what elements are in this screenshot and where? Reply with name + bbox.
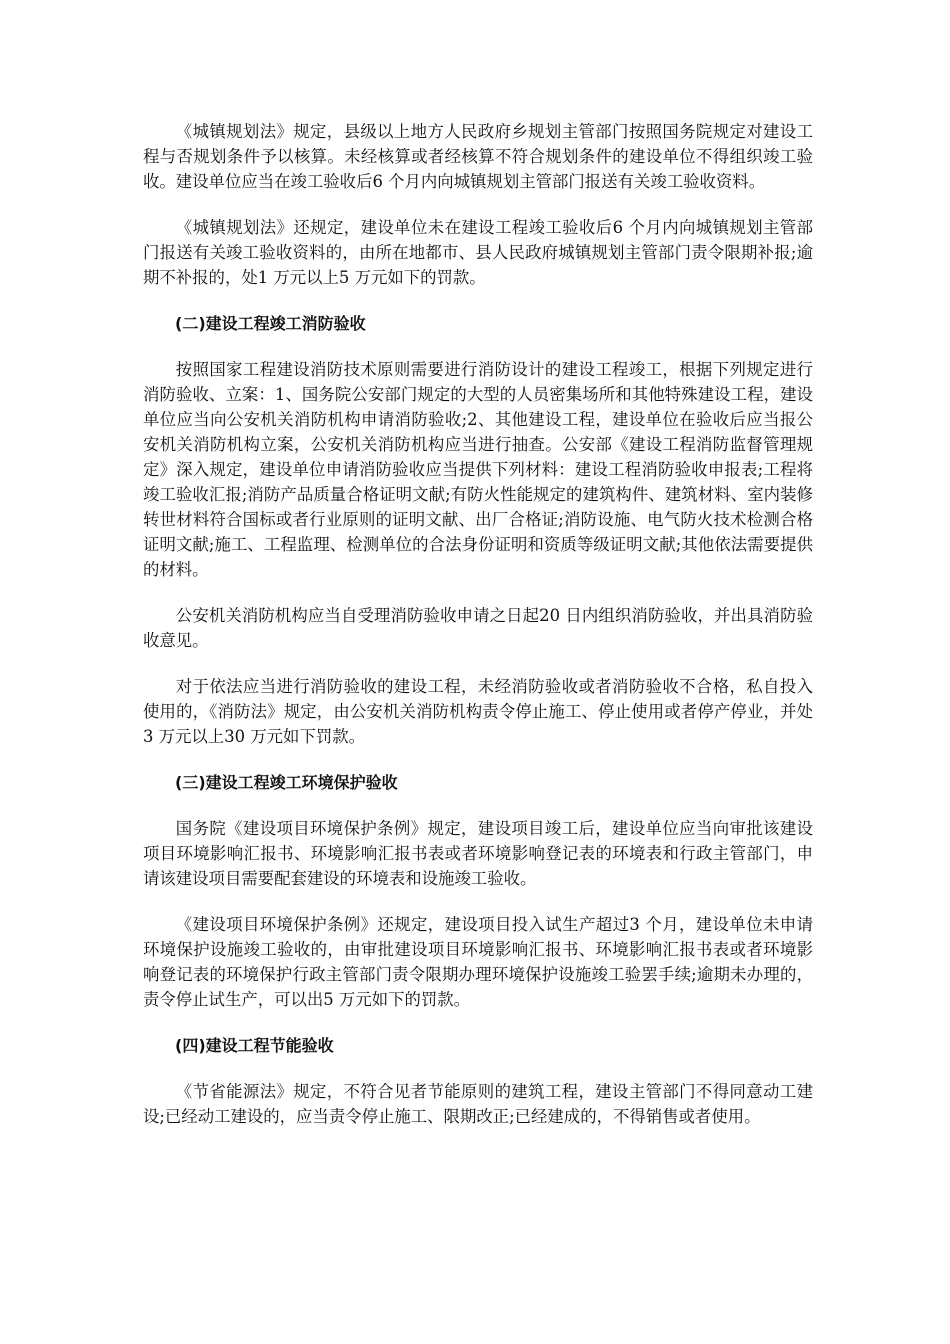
paragraph-environment-application: 国务院《建设项目环境保护条例》规定，建设项目竣工后，建设单位应当向审批该建设项目环境影响汇报书、环境影响汇报书表或者环境影响登记表的环境表和行政主管部门，申请该建设项目需要配套建设的环境表和设施竣工验收。 (143, 819, 813, 888)
section-heading-energy-acceptance: (四)建设工程节能验收 (175, 1036, 334, 1055)
paragraph-fire-penalty: 对于依法应当进行消防验收的建设工程，未经消防验收或者消防验收不合格，私自投入使用的，《消防法》规定，由公安机关消防机构责令停止施工、停止使用或者停产停业，并处3 万元以上30 万元如下罚款。 (143, 677, 813, 746)
paragraph-fire-deadline: 公安机关消防机构应当自受理消防验收申请之日起20 日内组织消防验收，并出具消防验收意见。 (143, 606, 813, 650)
paragraph-planning-penalty: 《城镇规划法》还规定，建设单位未在建设工程竣工验收后6 个月内向城镇规划主管部门报送有关竣工验收资料的，由所在地都市、县人民政府城镇规划主管部门责令限期补报;逾期不补报的，处1 万元以上5 万元如下的罚款。 (143, 218, 813, 287)
paragraph-energy-law: 《节省能源法》规定，不符合见者节能原则的建筑工程，建设主管部门不得同意动工建设;已经动工建设的，应当责令停止施工、限期改正;已经建成的，不得销售或者使用。 (143, 1082, 813, 1126)
document-page (143, 119, 813, 1150)
paragraph-environment-penalty: 《建设项目环境保护条例》还规定，建设项目投入试生产超过3 个月，建设单位未申请环境保护设施竣工验收的，由审批建设项目环境影响汇报书、环境影响汇报书表或者环境影响登记表的环境保护行政主管部门责令限期办理环境保护设施竣工验罢手续;逾期未办理的，责令停止试生产，可以出5 万元如下的罚款。 (143, 915, 813, 1009)
section-heading-environment-acceptance: (三)建设工程竣工环境保护验收 (175, 773, 398, 792)
paragraph-fire-requirements: 按照国家工程建设消防技术原则需要进行消防设计的建设工程竣工，根据下列规定进行消防验收、立案：1、国务院公安部门规定的大型的人员密集场所和其他特殊建设工程，建设单位应当向公安机关消防机构申请消防验收;2、其他建设工程，建设单位在验收后应当报公安机关消防机构立案，公安机关消防机构应当进行抽查。公安部《建设工程消防监督管理规定》深入规定，建设单位申请消防验收应当提供下列材料：建设工程消防验收申报表;工程将竣工验收汇报;消防产品质量合格证明文献;有防火性能规定的建筑构件、建筑材料、室内装修转世材料符合国标或者行业原则的证明文献、出厂合格证;消防设施、电气防火技术检测合格证明文献;施工、工程监理、检测单位的合法身份证明和资质等级证明文献;其他依法需要提供的材料。 (143, 360, 813, 579)
paragraph-planning-review: 《城镇规划法》规定，县级以上地方人民政府乡规划主管部门按照国务院规定对建设工程与否规划条件予以核算。未经核算或者经核算不符合规划条件的建设单位不得组织竣工验收。建设单位应当在竣工验收后6 个月内向城镇规划主管部门报送有关竣工验收资料。 (143, 122, 813, 191)
section-heading-fire-acceptance: (二)建设工程竣工消防验收 (175, 314, 366, 333)
